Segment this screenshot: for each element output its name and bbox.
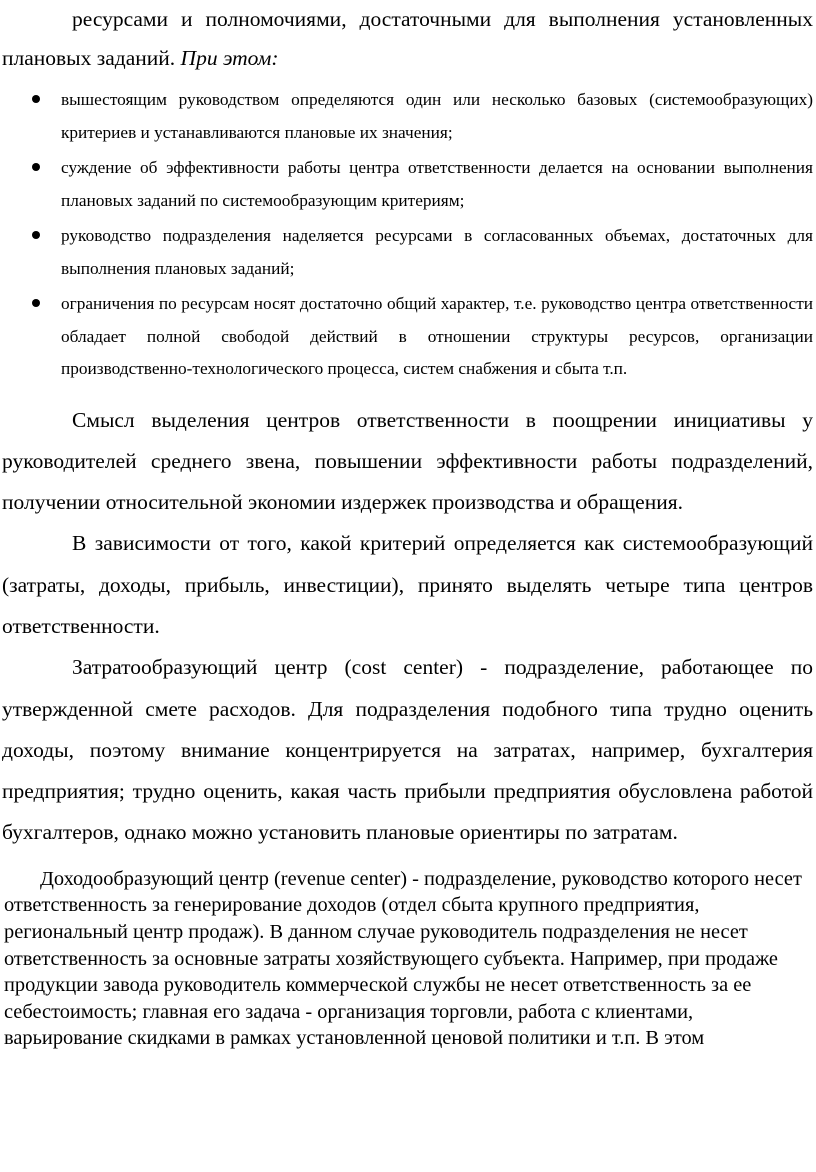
list-item-text: руководство подразделения наделяется ресурсами в согласованных объемах, достаточных для выполнения плановых заданий;: [61, 226, 813, 278]
list-item-text: вышестоящим руководством определяются один или несколько базовых (системообразующих) критериев и устанавливаются плановые их значения;: [61, 90, 813, 142]
intro-text: ресурсами и полномочиями, достаточными для выполнения установленных плановых заданий.: [2, 7, 813, 70]
criteria-list: [2, 84, 813, 386]
list-item: [2, 84, 813, 149]
bullet-icon: [32, 163, 40, 171]
bullet-icon: [32, 231, 40, 239]
intro-paragraph: [2, 0, 813, 78]
paragraph-purpose: Смысл выделения центров ответственности в поощрении инициативы у руководителей среднего звена, повышении эффективности работы подразделений, получении относительной экономии издержек производства и обращения.: [2, 407, 813, 515]
list-item: [2, 220, 813, 285]
list-item-text: ограничения по ресурсам носят достаточно общий характер, т.е. руководство центра ответственности обладает полной свободой действий в отношении структуры ресурсов, организации производственно-технологического процесса, систем снабжения и сбыта т.п.: [61, 294, 813, 378]
paragraph-revenue-center: Доходообразующий центр (revenue center) - подразделение, руководство которого несет ответственность за генерирование доходов (отдел сбыта крупного предприятия, региональный центр продаж). В данном случае руководитель подразделения не несет ответственность за основные затраты хозяйствующего субъекта. Например, при продаже продукции завода руководитель коммерческой службы не несет ответственность за ее себестоимость; главная его задача - организация торговли, работа с клиентами, варьирование скидками в рамках установленной ценовой политики и т.п. В этом: [4, 867, 802, 1050]
paragraph-cost-center: Затратообразующий центр (cost center) - подразделение, работающее по утвержденной смете расходов. Для подразделения подобного типа трудно оценить доходы, поэтому внимание концентрируется на затратах, например, бухгалтерия предприятия; трудно оценить, какая часть прибыли предприятия обусловлена работой бухгалтеров, однако можно установить плановые ориентиры по затратам.: [2, 655, 813, 845]
list-item: [2, 288, 813, 386]
list-item-text: суждение об эффективности работы центра ответственности делается на основании выполнения плановых заданий по системообразующим критериям;: [61, 158, 813, 210]
bullet-icon: [32, 95, 40, 103]
paragraph-types: В зависимости от того, какой критерий определяется как системообразующий (затраты, доходы, прибыль, инвестиции), принято выделять четыре типа центров ответственности.: [2, 531, 813, 638]
list-item: [2, 152, 813, 217]
bullet-icon: [32, 299, 40, 307]
intro-italic: При этом:: [180, 46, 279, 70]
